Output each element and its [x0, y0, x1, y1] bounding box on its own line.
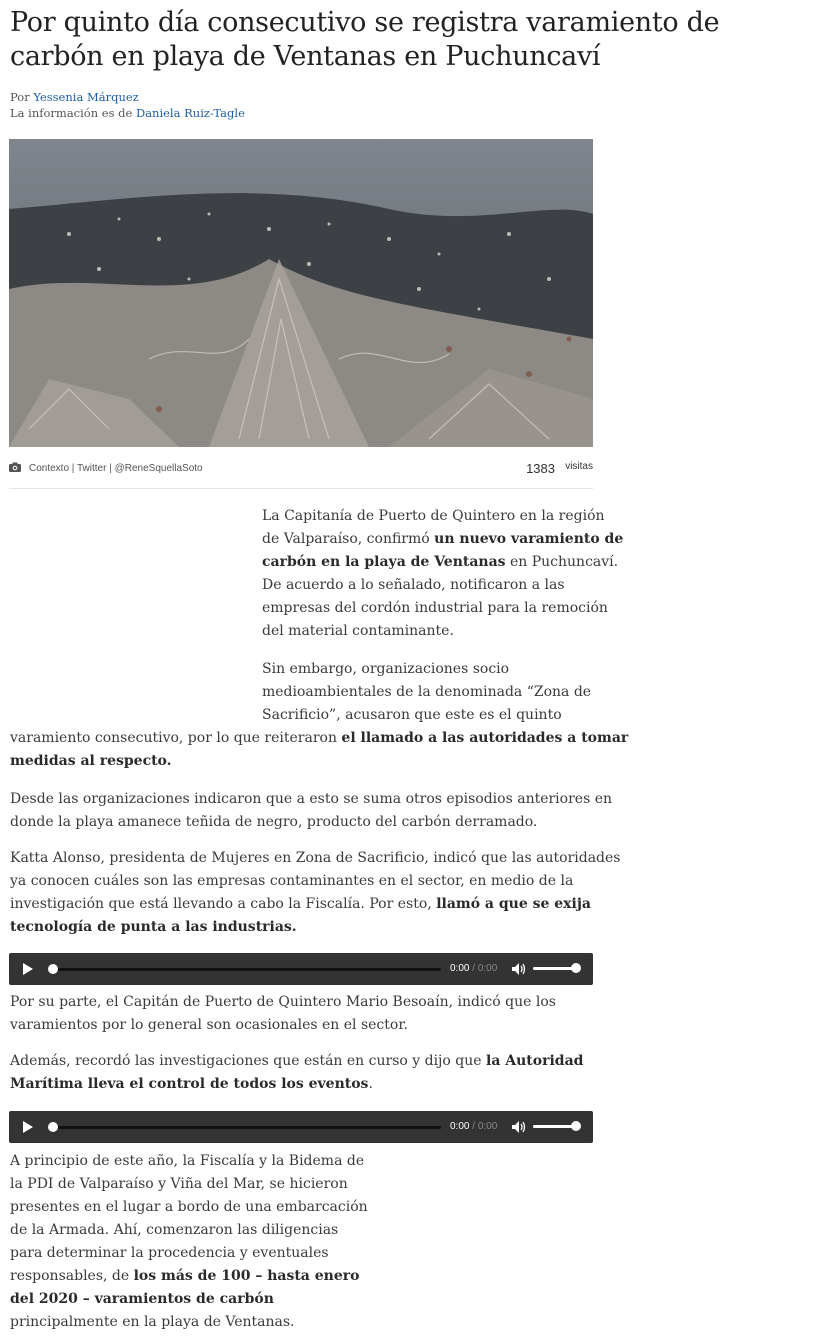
text-line: varamientos por lo general son ocasionales en el sector.: [10, 1017, 408, 1033]
article-title: Por quinto día consecutivo se registra varamiento de carbón en playa de Ventanas en Puchuncaví: [10, 7, 720, 72]
text-line: [10, 1288, 370, 1311]
source-byline: [10, 106, 245, 120]
bold-text: tecnología de punta a las industrias.: [10, 919, 297, 935]
time-separator: /: [469, 1121, 478, 1132]
text-line: [262, 528, 624, 551]
play-icon[interactable]: [23, 1121, 33, 1133]
text-line: [10, 1073, 595, 1096]
progress-knob[interactable]: [48, 964, 58, 974]
text-line: para determinar la procedencia y eventuales: [10, 1245, 329, 1261]
author-link[interactable]: Yessenia Márquez: [33, 90, 139, 104]
byline-prefix: Por: [10, 90, 30, 104]
author-byline: [10, 90, 139, 104]
article-paragraph: [10, 788, 613, 834]
views-label: visitas: [565, 461, 593, 472]
article-paragraph: [10, 991, 595, 1037]
bold-text: del 2020 – varamientos de carbón: [10, 1291, 274, 1307]
article-photo: [9, 139, 593, 447]
text-line: de la Armada. Ahí, comenzaron las diligencias: [10, 1222, 339, 1238]
text-line: presentes en el lugar a bordo de una embarcación: [10, 1199, 368, 1215]
text-line: Katta Alonso, presidenta de Mujeres en Zona de Sacrificio, indicó que las autoridades: [10, 850, 621, 866]
text-line: [10, 727, 629, 750]
audio-player: [9, 1111, 593, 1143]
bold-text: el llamado a las autoridades a tomar: [341, 730, 629, 746]
text-span: en Puchuncaví.: [505, 554, 619, 570]
volume-knob[interactable]: [571, 963, 581, 973]
photo-caption: Contexto | Twitter | @ReneSquellaSoto: [29, 463, 203, 474]
text-line: Desde las organizaciones indicaron que a esto se suma otros episodios anteriores en: [10, 791, 613, 807]
text-line: [10, 750, 595, 773]
text-line: [10, 893, 595, 916]
text-line: empresas del cordón industrial para la remoción: [262, 600, 608, 616]
time-display: [450, 1121, 497, 1132]
volume-icon[interactable]: [512, 963, 526, 975]
article-paragraph: [10, 658, 629, 773]
text-line: principalmente en la playa de Ventanas.: [10, 1314, 295, 1330]
text-span: .: [368, 1076, 373, 1092]
current-time: 0:00: [450, 963, 470, 974]
bold-text: los más de 100 – hasta enero: [133, 1268, 360, 1284]
bold-text: un nuevo varamiento de: [434, 531, 624, 547]
text-span: responsables, de: [10, 1268, 134, 1284]
audio-player: [9, 953, 593, 985]
text-line: [10, 916, 595, 939]
article-paragraph: [10, 1050, 595, 1096]
photo-caption-row: [9, 458, 593, 489]
text-line: la PDI de Valparaíso y Viña del Mar, se hicieron: [10, 1176, 348, 1192]
volume-knob[interactable]: [571, 1121, 581, 1131]
text-line: A principio de este año, la Fiscalía y la Bidema de: [10, 1153, 365, 1169]
bold-text: llamó a que se exija: [436, 896, 591, 912]
progress-track[interactable]: [49, 968, 441, 971]
text-line: La Capitanía de Puerto de Quintero en la región: [262, 508, 605, 524]
text-line: donde la playa amanece teñida de negro, producto del carbón derramado.: [10, 814, 538, 830]
play-icon[interactable]: [23, 963, 33, 975]
volume-icon[interactable]: [512, 1121, 526, 1133]
text-line: [10, 1265, 370, 1288]
text-line: [10, 1050, 595, 1073]
views-count: 1383: [526, 461, 555, 476]
bold-text: la Autoridad: [486, 1053, 584, 1069]
text-line: medioambientales de la denominada “Zona de: [262, 684, 592, 700]
text-line: Sin embargo, organizaciones socio: [262, 661, 510, 677]
text-line: Por su parte, el Capitán de Puerto de Quintero Mario Besoaín, indicó que los: [10, 994, 556, 1010]
bold-text: medidas al respecto.: [10, 753, 172, 769]
camera-icon: [9, 462, 21, 472]
article-paragraph: [262, 505, 624, 643]
text-span: investigación que está llevando a cabo la Fiscalía. Por esto,: [10, 896, 437, 912]
time-separator: /: [469, 963, 478, 974]
current-time: 0:00: [450, 1121, 470, 1132]
text-span: de Valparaíso, confirmó: [262, 531, 435, 547]
text-span: Además, recordó las investigaciones que están en curso y dijo que: [10, 1053, 486, 1069]
time-display: [450, 963, 497, 974]
text-line: [262, 551, 619, 574]
duration: 0:00: [477, 1121, 498, 1132]
text-line: del material contaminante.: [262, 623, 454, 639]
source-prefix: La información es de: [10, 106, 133, 120]
source-link[interactable]: Daniela Ruiz-Tagle: [135, 106, 245, 120]
progress-track[interactable]: [49, 1126, 441, 1129]
article-paragraph: [10, 1150, 370, 1334]
bold-text: carbón en la playa de Ventanas: [262, 554, 506, 570]
text-line: De acuerdo a lo señalado, notificaron a las: [262, 577, 565, 593]
progress-knob[interactable]: [48, 1122, 58, 1132]
text-span: varamiento consecutivo, por lo que reiteraron: [10, 730, 342, 746]
text-line: Sacrificio”, acusaron que este es el quinto: [262, 707, 562, 723]
text-line: ya conocen cuáles son las empresas contaminantes en el sector, en medio de la: [10, 873, 574, 889]
duration: 0:00: [477, 963, 498, 974]
bold-text: Marítima lleva el control de todos los eventos: [10, 1076, 369, 1092]
article-paragraph: [10, 847, 621, 939]
